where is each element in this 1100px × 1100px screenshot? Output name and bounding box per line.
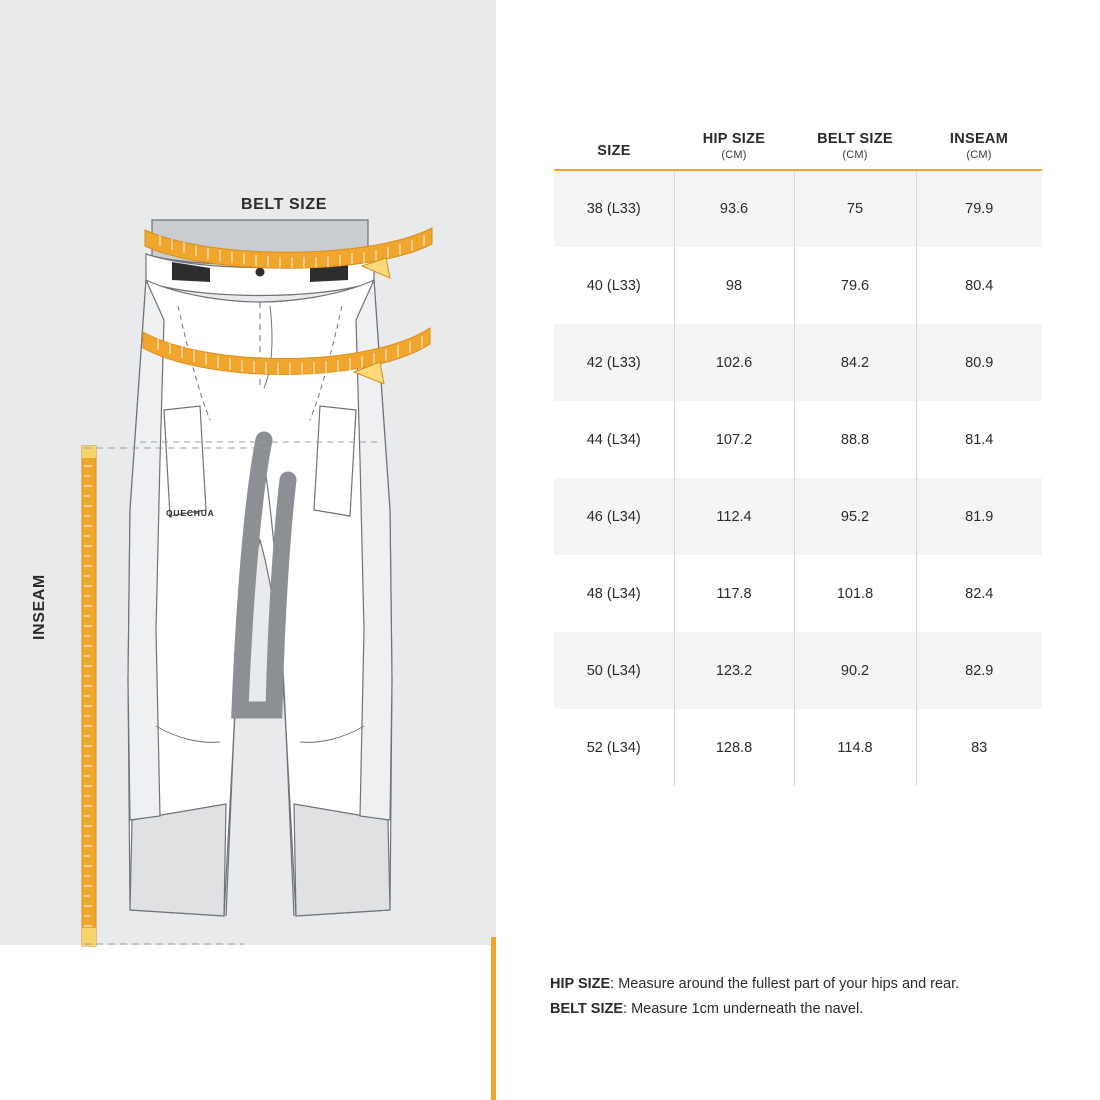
table-row	[554, 478, 1042, 555]
column-unit-inseam: (CM)	[966, 149, 992, 161]
cell-size: 44 (L34)	[554, 401, 674, 478]
size-chart-table	[554, 130, 1042, 786]
cell-hip: 117.8	[674, 555, 794, 632]
cell-size: 38 (L33)	[554, 170, 674, 247]
belt-size-label: BELT SIZE	[241, 196, 327, 213]
hip-measuring-tape	[138, 324, 438, 394]
cell-size: 48 (L34)	[554, 555, 674, 632]
table-row	[554, 324, 1042, 401]
cell-hip: 128.8	[674, 709, 794, 786]
size-table-panel	[496, 0, 1100, 1100]
cell-hip: 112.4	[674, 478, 794, 555]
cell-size: 42 (L33)	[554, 324, 674, 401]
table-body	[554, 170, 1042, 786]
table-row	[554, 170, 1042, 247]
cell-size: 46 (L34)	[554, 478, 674, 555]
trousers-illustration	[60, 210, 460, 950]
cell-hip: 93.6	[674, 170, 794, 247]
note-belt	[550, 997, 1070, 1022]
cell-hip: 107.2	[674, 401, 794, 478]
brand-mark: QUECHUA	[166, 508, 215, 518]
table-row	[554, 401, 1042, 478]
cell-hip: 123.2	[674, 632, 794, 709]
cell-belt: 114.8	[794, 709, 916, 786]
inseam-top-guide	[84, 440, 384, 460]
inseam-label: INSEAM	[31, 574, 48, 640]
note-hip	[550, 972, 1070, 997]
column-header-hip-size: HIP SIZE (CM)	[674, 130, 794, 170]
cell-belt: 88.8	[794, 401, 916, 478]
cell-hip: 98	[674, 247, 794, 324]
column-unit-hip: (CM)	[721, 149, 747, 161]
cell-belt: 75	[794, 170, 916, 247]
note-hip-term: HIP SIZE	[550, 976, 611, 992]
cell-belt: 79.6	[794, 247, 916, 324]
note-hip-text: : Measure around the fullest part of your hips and rear.	[610, 976, 960, 992]
cell-inseam: 80.9	[916, 324, 1042, 401]
belt-measuring-tape	[140, 222, 440, 292]
note-belt-text: : Measure 1cm underneath the navel.	[623, 1001, 864, 1018]
cell-inseam: 83	[916, 709, 1042, 786]
illustration-panel	[0, 0, 496, 945]
table-row	[554, 247, 1042, 324]
cell-hip: 102.6	[674, 324, 794, 401]
inseam-bottom-guide	[84, 936, 384, 956]
cell-inseam: 79.9	[916, 170, 1042, 247]
column-header-size: SIZE	[554, 130, 674, 170]
table-header	[554, 130, 1042, 170]
cell-size: 40 (L33)	[554, 247, 674, 324]
cell-belt: 84.2	[794, 324, 916, 401]
cell-belt: 95.2	[794, 478, 916, 555]
column-header-belt-size: BELT SIZE (CM)	[794, 130, 916, 170]
table-row	[554, 632, 1042, 709]
cell-size: 50 (L34)	[554, 632, 674, 709]
measurement-notes	[550, 972, 1070, 1023]
cell-belt: 90.2	[794, 632, 916, 709]
cell-size: 52 (L34)	[554, 709, 674, 786]
cell-inseam: 81.9	[916, 478, 1042, 555]
cell-belt: 101.8	[794, 555, 916, 632]
table-header-row	[554, 130, 1042, 170]
column-header-inseam: INSEAM (CM)	[916, 130, 1042, 170]
cell-inseam: 82.4	[916, 555, 1042, 632]
column-unit-belt: (CM)	[842, 149, 868, 161]
cell-inseam: 82.9	[916, 632, 1042, 709]
table-row	[554, 555, 1042, 632]
cell-inseam: 80.4	[916, 247, 1042, 324]
note-belt-term: BELT SIZE	[550, 1001, 624, 1018]
table-row	[554, 709, 1042, 786]
cell-inseam: 81.4	[916, 401, 1042, 478]
inseam-ruler	[76, 440, 116, 960]
